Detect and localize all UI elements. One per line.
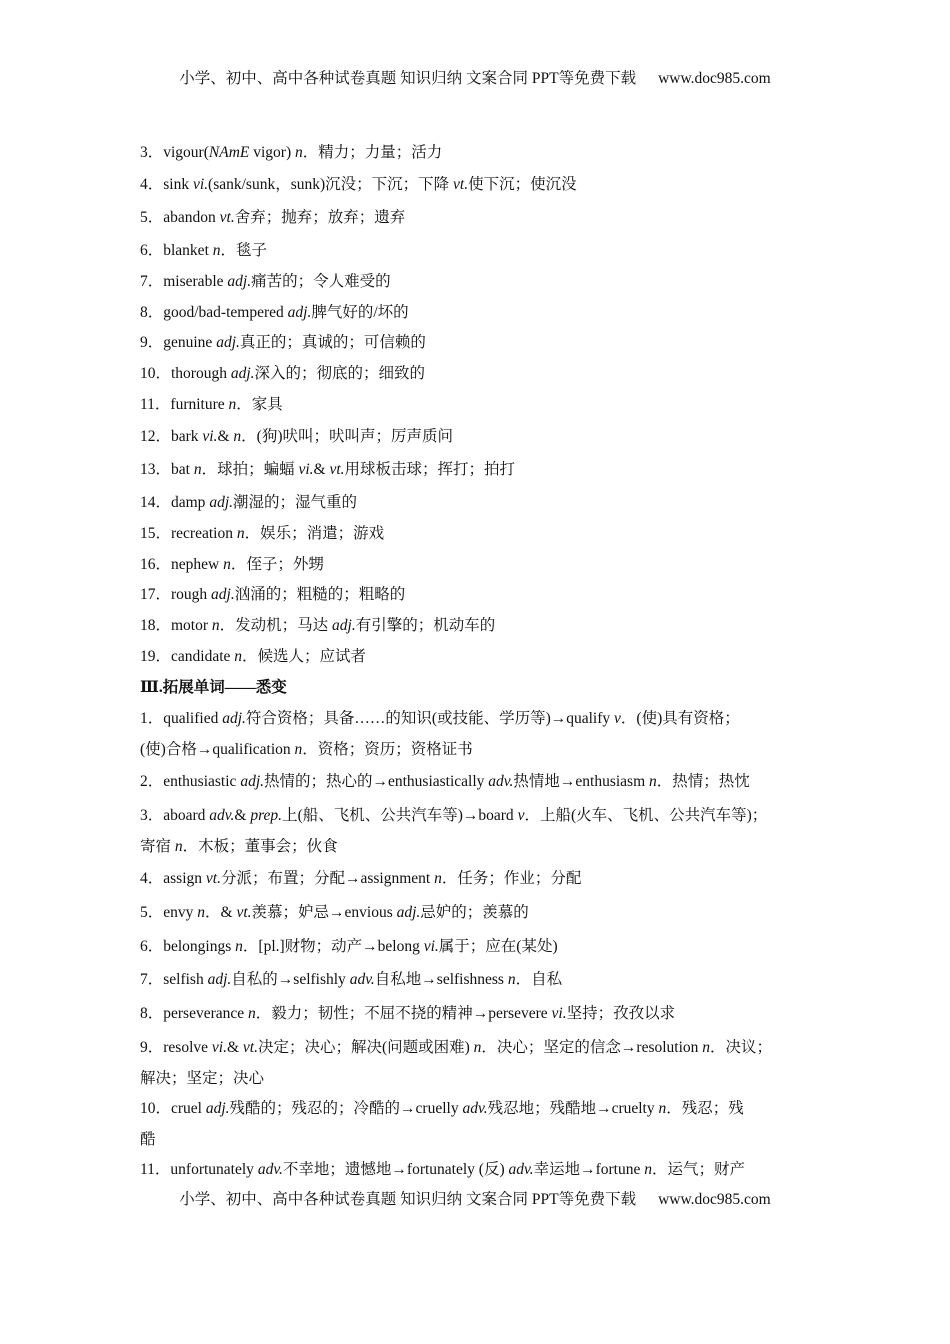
part-of-speech: adj.	[332, 617, 356, 634]
line-text: 15．recreation	[140, 525, 237, 542]
line-text: 16．nephew	[140, 556, 224, 573]
part-of-speech: adj.	[222, 710, 246, 727]
part-of-speech: adv.	[488, 773, 514, 790]
line-text: 残忍地；残酷地→cruelty	[487, 1100, 659, 1117]
part-of-speech: vt.	[242, 1039, 258, 1056]
part-of-speech: n	[197, 904, 206, 921]
part-of-speech: n	[212, 242, 221, 259]
line-text: 深入的；彻底的；细致的	[254, 365, 426, 382]
vocab-line	[140, 616, 495, 636]
line-text: ．上船(火车、飞机、公共汽车等)；	[524, 807, 768, 824]
line-text: ．侄子；外甥	[230, 556, 324, 573]
vocab-line	[140, 709, 740, 729]
line-text: 13．bat	[140, 461, 194, 478]
vocab-line	[140, 740, 473, 760]
line-text: ．(使)具有资格；	[620, 710, 740, 727]
part-of-speech: adj.	[211, 586, 235, 603]
line-text: ．决议；	[710, 1039, 773, 1056]
part-of-speech: adv.	[349, 971, 375, 988]
line-text: 14．damp	[140, 494, 210, 511]
vocab-line	[140, 364, 425, 384]
vocab-line	[140, 333, 426, 353]
line-text: ．球拍；蝙蝠	[201, 461, 299, 478]
line-text: &	[226, 1039, 243, 1056]
part-of-speech: vi.	[298, 461, 314, 478]
line-text: 有引擎的；机动车的	[355, 617, 496, 634]
vocab-line	[140, 937, 558, 957]
part-of-speech: adj.	[396, 904, 421, 921]
line-text: 用球板击球；挥打；拍打	[344, 461, 516, 478]
line-text: 3．aboard	[140, 807, 210, 824]
part-of-speech: n	[649, 773, 657, 790]
part-of-speech: adv.	[209, 807, 235, 824]
vocab-line	[140, 460, 515, 480]
part-of-speech: adj.	[240, 773, 264, 790]
part-of-speech: adv.	[462, 1100, 488, 1117]
line-text: 10．cruel	[140, 1100, 206, 1117]
vocab-line	[140, 869, 581, 889]
line-text: ．娱乐；消遣；游戏	[244, 525, 385, 542]
line-text: 羡慕；妒忌→envious	[251, 904, 397, 921]
vocab-line	[140, 208, 405, 228]
line-text: 幸运地→fortune	[533, 1161, 645, 1178]
line-text: 4．assign	[140, 870, 206, 887]
part-of-speech: n	[295, 144, 303, 161]
line-text: ．热情；热忱	[656, 773, 750, 790]
line-text: 不幸地；遗憾地→fortunately (反)	[282, 1161, 509, 1178]
vocab-line	[140, 1099, 744, 1119]
line-text: 11．unfortunately	[140, 1161, 258, 1178]
vocab-line	[140, 427, 453, 447]
line-text: 8．perseverance	[140, 1005, 249, 1022]
line-text: 18．motor	[140, 617, 212, 634]
vocab-line	[140, 1069, 264, 1089]
vocab-line	[140, 555, 324, 575]
line-text: 7．miserable	[140, 273, 228, 290]
vocab-line	[140, 1038, 772, 1058]
vocab-line	[140, 970, 562, 990]
line-text: 酷	[140, 1131, 156, 1148]
part-of-speech: v	[517, 807, 525, 824]
part-of-speech: n	[702, 1039, 711, 1056]
part-of-speech: vt.	[329, 461, 345, 478]
line-text: 自私地→selfishness	[374, 971, 508, 988]
line-text: 3．vigour(	[140, 144, 209, 161]
part-of-speech: n	[507, 971, 516, 988]
line-text: ．残忍；残	[666, 1100, 744, 1117]
line-text: ．(狗)吠叫；吠叫声；厉声质问	[241, 428, 453, 445]
line-text: 汹涌的；粗糙的；粗略的	[234, 586, 406, 603]
part-of-speech: n	[473, 1039, 482, 1056]
part-of-speech: vt.	[453, 176, 469, 193]
header-text: 小学、初中、高中各种试卷真题 知识归纳 文案合同 PPT等免费下载	[179, 70, 637, 87]
line-text: 解决；坚定；决心	[140, 1070, 265, 1087]
part-of-speech: vt.	[236, 904, 252, 921]
part-of-speech: adj.	[227, 273, 252, 290]
header-site-link[interactable]: www.doc985.com	[658, 70, 771, 87]
line-text: 9．genuine	[140, 334, 217, 351]
line-text: (sank/sunk，sunk)沉没；下沉；下降	[208, 176, 454, 193]
line-text: 10．thorough	[140, 365, 231, 382]
vocab-line	[140, 903, 529, 923]
vocab-line	[140, 837, 338, 857]
line-text: 残酷的；残忍的；冷酷的→cruelly	[229, 1100, 463, 1117]
line-text: 属于；应在(某处)	[438, 938, 558, 955]
line-text: 忌妒的；羡慕的	[420, 904, 529, 921]
line-text: ．木板；董事会；伙食	[182, 838, 338, 855]
line-text: 2．enthusiastic	[140, 773, 241, 790]
line-text: vigor)	[249, 144, 295, 161]
line-text: ．[pl.]财物；动产→belong	[242, 938, 424, 955]
line-text: ．候选人；应试者	[242, 648, 367, 665]
line-text: 潮湿的；湿气重的	[233, 494, 358, 511]
page-footer	[0, 1190, 950, 1210]
part-of-speech: adv.	[508, 1161, 534, 1178]
line-text: 11．furniture	[140, 396, 229, 413]
vocab-line	[140, 241, 267, 261]
line-text: 热情的；热心的→enthusiastically	[264, 773, 489, 790]
line-text: ．精力；力量；活力	[302, 144, 443, 161]
line-text: 舍弃；抛弃；放弃；遗弃	[234, 209, 406, 226]
part-of-speech: vi.	[202, 428, 218, 445]
line-text: ．毅力；韧性；不屈不挠的精神→persevere	[255, 1005, 552, 1022]
vocab-line	[140, 647, 366, 667]
part-of-speech: NAmE	[208, 144, 250, 161]
part-of-speech: adj.	[205, 1100, 230, 1117]
part-of-speech: n	[233, 428, 242, 445]
line-text: 9．resolve	[140, 1039, 212, 1056]
line-text: ．自私	[515, 971, 563, 988]
vocab-line	[140, 524, 384, 544]
line-text: 6．belongings	[140, 938, 236, 955]
line-text: 决定；决心；解决(问题或困难)	[257, 1039, 474, 1056]
line-text: 6．blanket	[140, 242, 213, 259]
part-of-speech: adj.	[209, 494, 233, 511]
line-text: 上(船、飞机、公共汽车等)→board	[282, 807, 518, 824]
line-text: 12．bark	[140, 428, 203, 445]
line-text: ．任务；作业；分配	[441, 870, 582, 887]
line-text: ．毯子	[220, 242, 268, 259]
line-text: ．资格；资历；资格证书	[302, 741, 473, 758]
part-of-speech: vi.	[423, 938, 439, 955]
line-text: 寄宿	[140, 838, 175, 855]
vocab-line	[140, 1004, 675, 1024]
part-of-speech: n	[248, 1005, 256, 1022]
line-text: 19．candidate	[140, 648, 235, 665]
part-of-speech: n	[228, 396, 237, 413]
line-text: 自私的→selfishly	[231, 971, 350, 988]
part-of-speech: n	[644, 1161, 652, 1178]
line-text: 17．rough	[140, 586, 212, 603]
part-of-speech: vi.	[211, 1039, 227, 1056]
vocab-line	[140, 585, 405, 605]
line-text: 1．qualified	[140, 710, 223, 727]
line-text: 使下沉；使沉没	[468, 176, 577, 193]
line-text: 4．sink	[140, 176, 193, 193]
part-of-speech: adj.	[230, 365, 255, 382]
part-of-speech: n	[294, 741, 303, 758]
vocab-line	[140, 175, 577, 195]
line-text: ．决心；坚定的信念→resolution	[481, 1039, 703, 1056]
part-of-speech: n	[174, 838, 183, 855]
page-header	[0, 69, 950, 89]
vocab-line	[140, 272, 391, 292]
vocab-line	[140, 1130, 156, 1150]
part-of-speech: n	[211, 617, 220, 634]
part-of-speech: n	[434, 870, 442, 887]
part-of-speech: n	[193, 461, 202, 478]
part-of-speech: vi.	[192, 176, 209, 193]
vocab-line	[140, 806, 767, 826]
part-of-speech: n	[234, 648, 243, 665]
part-of-speech: adj.	[287, 304, 312, 321]
part-of-speech: adj.	[216, 334, 240, 351]
part-of-speech: n	[235, 938, 243, 955]
part-of-speech: prep.	[250, 807, 283, 824]
line-text: ．发动机；马达	[219, 617, 333, 634]
line-text: &	[234, 807, 251, 824]
line-text: ．家具	[236, 396, 283, 413]
line-text: 坚持；孜孜以求	[566, 1005, 676, 1022]
part-of-speech: n	[223, 556, 231, 573]
line-text: 7．selfish	[140, 971, 208, 988]
part-of-speech: adv.	[257, 1161, 283, 1178]
line-text: 痛苦的；令人难受的	[251, 273, 391, 290]
footer-site-link[interactable]: www.doc985.com	[658, 1191, 771, 1208]
line-text: &	[217, 428, 234, 445]
line-text: 8．good/bad-tempered	[140, 304, 288, 321]
line-text: 脾气好的/坏的	[311, 304, 409, 321]
part-of-speech: n	[658, 1100, 667, 1117]
part-of-speech: n	[236, 525, 245, 542]
line-text: 5．abandon	[140, 209, 220, 226]
vocab-line	[140, 303, 409, 323]
line-text: (使)合格→qualification	[140, 741, 295, 758]
line-text: 5．envy	[140, 904, 198, 921]
vocab-line	[140, 1160, 745, 1180]
section-heading	[140, 678, 287, 698]
part-of-speech: vi.	[551, 1005, 567, 1022]
line-text: ．&	[205, 904, 237, 921]
line-text: Ⅲ.拓展单词——悉变	[140, 679, 287, 696]
line-text: 热情地→enthusiasm	[513, 773, 650, 790]
part-of-speech: vt.	[219, 209, 235, 226]
vocab-line	[140, 493, 357, 513]
part-of-speech: adj.	[207, 971, 232, 988]
line-text: 真正的；真诚的；可信赖的	[239, 334, 426, 351]
line-text: &	[313, 461, 330, 478]
line-text: ．运气；财产	[652, 1161, 746, 1178]
line-text: 分派；布置；分配→assignment	[220, 870, 435, 887]
vocab-line	[140, 395, 283, 415]
footer-text: 小学、初中、高中各种试卷真题 知识归纳 文案合同 PPT等免费下载	[179, 1191, 637, 1208]
vocab-line	[140, 143, 442, 163]
vocab-line	[140, 772, 750, 792]
part-of-speech: vt.	[205, 870, 221, 887]
line-text: 符合资格；具备……的知识(或技能、学历等)→qualify	[245, 710, 615, 727]
part-of-speech: v	[614, 710, 621, 727]
